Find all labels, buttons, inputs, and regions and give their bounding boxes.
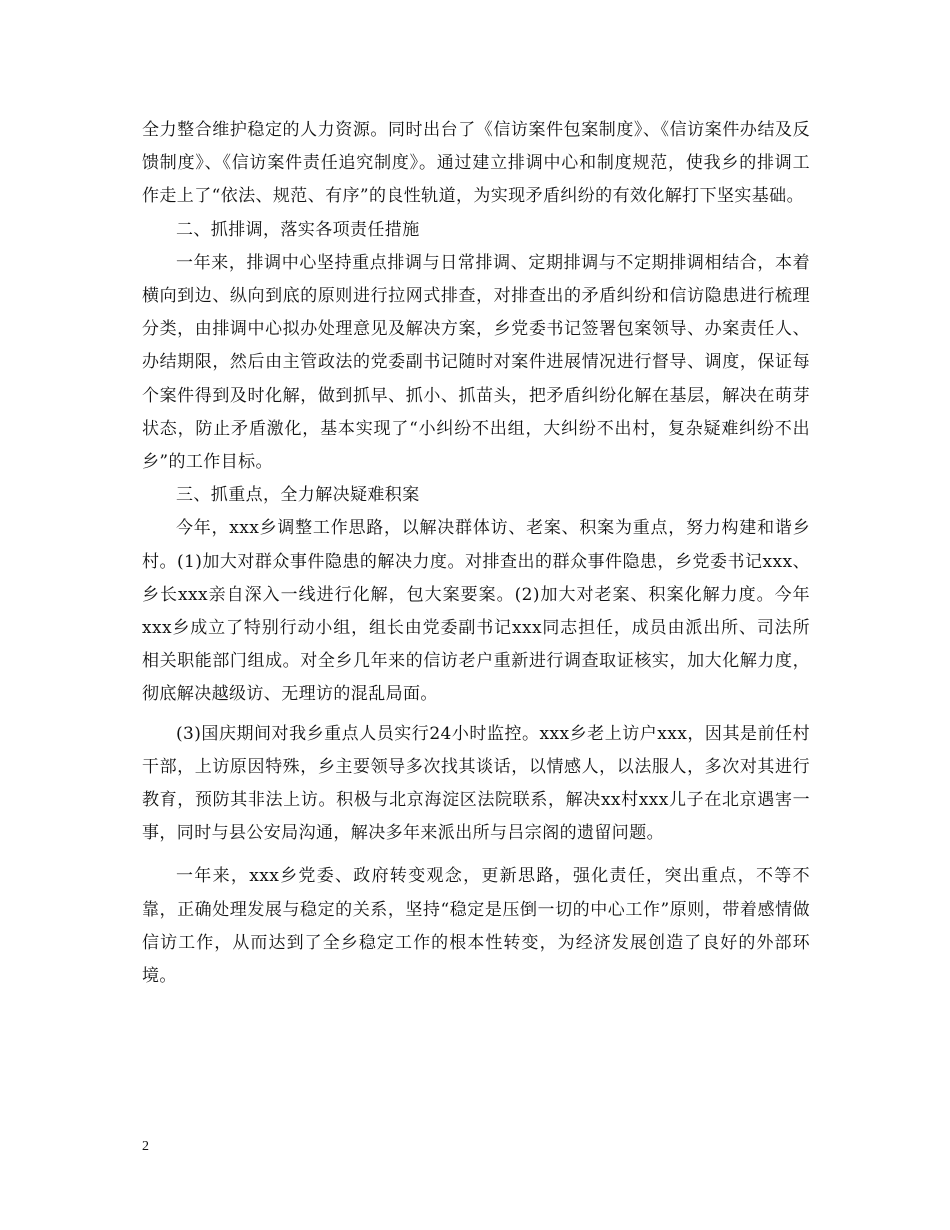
- paragraph-1: 全力整合维护稳定的人力资源。同时出台了《信访案件包案制度》、《信访案件办结及反馈制度》、《信访案件责任追究制度》。通过建立排调中心和制度规范，使我乡的排调工作走上了“依法、规范、有序”的良性轨道，为实现矛盾纠纷的有效化解打下坚实基础。: [142, 120, 810, 207]
- paragraph-7: 一年来，xxx乡党委、政府转变观念，更新思路，强化责任，突出重点，不等不靠，正确处理发展与稳定的关系，坚持“稳定是压倒一切的中心工作”原则，带着感情做信访工作，从而达到了全乡稳定工作的根本性转变，为经济发展创造了良好的外部环境。: [142, 866, 810, 987]
- paragraph-3: 一年来，排调中心坚持重点排调与日常排调、定期排调与不定期排调相结合，本着横向到边、纵向到底的原则进行拉网式排查，对排查出的矛盾纠纷和信访隐患进行梳理分类，由排调中心拟办处理意见及解决方案，乡党委书记签署包案领导、办案责任人、办结期限，然后由主管政法的党委副书记随时对案件进展情况进行督导、调度，保证每个案件得到及时化解，做到抓早、抓小、抓苗头，把矛盾纠纷化解在基层，解决在萌芽状态，防止矛盾激化，基本实现了“小纠纷不出组，大纠纷不出村，复杂疑难纠纷不出乡”的工作目标。: [142, 252, 810, 473]
- section-heading-2: 二、抓排调，落实各项责任措施: [176, 219, 420, 240]
- paragraph-5: 今年，xxx乡调整工作思路，以解决群体访、老案、积案为重点，努力构建和谐乡村。(1)加大对群众事件隐患的解决力度。对排查出的群众事件隐患，乡党委书记xxx、乡长xxx亲自深入一线进行化解，包大案要案。(2)加大对老案、积案化解力度。今年xxx乡成立了特别行动小组，组长由党委副书记xxx同志担任，成员由派出所、司法所相关职能部门组成。对全乡几年来的信访老户重新进行调查取证核实，加大化解力度，彻底解决越级访、无理访的混乱局面。: [142, 518, 810, 705]
- section-heading-3: 三、抓重点，全力解决疑难积案: [176, 485, 420, 506]
- document-page: [142, 114, 810, 993]
- paragraph-6: (3)国庆期间对我乡重点人员实行24小时监控。xxx乡老上访户xxx，因其是前任村干部，上访原因特殊，乡主要领导多次找其谈话，以情感人，以法服人，多次对其进行教育，预防其非法上访。积极与北京海淀区法院联系，解决xx村xxx儿子在北京遇害一事，同时与县公安局沟通，解决多年来派出所与吕宗阁的遗留问题。: [142, 723, 810, 844]
- page-number: 2: [142, 1139, 149, 1154]
